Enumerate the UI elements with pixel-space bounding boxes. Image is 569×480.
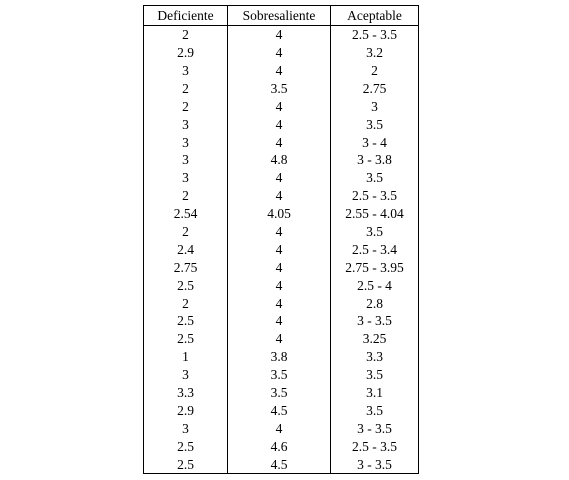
cell-sobresaliente: 4.5 <box>228 402 331 420</box>
column-header-deficiente: Deficiente <box>144 6 228 26</box>
table-row <box>144 205 419 223</box>
table-row <box>144 44 419 62</box>
table-row <box>144 366 419 384</box>
cell-deficiente: 1 <box>144 348 228 366</box>
cell-deficiente: 2.5 <box>144 276 228 294</box>
cell-sobresaliente: 3.5 <box>228 366 331 384</box>
cell-aceptable: 3 - 3.5 <box>331 420 419 438</box>
cell-aceptable: 3 <box>331 98 419 116</box>
cell-deficiente: 3 <box>144 366 228 384</box>
cell-sobresaliente: 4 <box>228 223 331 241</box>
cell-aceptable: 3.5 <box>331 115 419 133</box>
cell-sobresaliente: 4 <box>228 241 331 259</box>
cell-aceptable: 3.25 <box>331 330 419 348</box>
table-row <box>144 312 419 330</box>
table-row <box>144 115 419 133</box>
cell-aceptable: 3.5 <box>331 402 419 420</box>
table-row <box>144 348 419 366</box>
cell-sobresaliente: 4 <box>228 44 331 62</box>
cell-deficiente: 3.3 <box>144 384 228 402</box>
cell-sobresaliente: 4.5 <box>228 455 331 473</box>
cell-sobresaliente: 4 <box>228 98 331 116</box>
cell-aceptable: 2.75 <box>331 80 419 98</box>
cell-sobresaliente: 4 <box>228 187 331 205</box>
cell-deficiente: 3 <box>144 151 228 169</box>
cell-sobresaliente: 4 <box>228 312 331 330</box>
cell-sobresaliente: 4 <box>228 276 331 294</box>
cell-aceptable: 3 - 3.5 <box>331 455 419 473</box>
cell-sobresaliente: 4.8 <box>228 151 331 169</box>
cell-deficiente: 3 <box>144 420 228 438</box>
table-row <box>144 259 419 277</box>
cell-deficiente: 2 <box>144 26 228 44</box>
table-row <box>144 437 419 455</box>
table-row <box>144 294 419 312</box>
cell-aceptable: 2 <box>331 62 419 80</box>
cell-aceptable: 3.5 <box>331 169 419 187</box>
ratings-table <box>143 5 419 474</box>
cell-sobresaliente: 4.6 <box>228 437 331 455</box>
cell-deficiente: 3 <box>144 133 228 151</box>
table-row <box>144 169 419 187</box>
cell-deficiente: 2 <box>144 294 228 312</box>
cell-sobresaliente: 4 <box>228 330 331 348</box>
cell-aceptable: 2.8 <box>331 294 419 312</box>
cell-aceptable: 2.5 - 3.4 <box>331 241 419 259</box>
cell-deficiente: 2.5 <box>144 330 228 348</box>
cell-sobresaliente: 4 <box>228 294 331 312</box>
cell-sobresaliente: 4 <box>228 169 331 187</box>
cell-sobresaliente: 3.5 <box>228 80 331 98</box>
table-row <box>144 98 419 116</box>
cell-deficiente: 2.75 <box>144 259 228 277</box>
column-header-sobresaliente: Sobresaliente <box>228 6 331 26</box>
table-row <box>144 455 419 473</box>
cell-sobresaliente: 4 <box>228 62 331 80</box>
cell-aceptable: 2.75 - 3.95 <box>331 259 419 277</box>
table-row <box>144 241 419 259</box>
cell-aceptable: 2.5 - 3.5 <box>331 187 419 205</box>
cell-deficiente: 2.5 <box>144 455 228 473</box>
table-row <box>144 420 419 438</box>
cell-aceptable: 3 - 3.5 <box>331 312 419 330</box>
cell-deficiente: 2.9 <box>144 402 228 420</box>
cell-aceptable: 3.2 <box>331 44 419 62</box>
cell-aceptable: 3 - 4 <box>331 133 419 151</box>
cell-deficiente: 2.4 <box>144 241 228 259</box>
data-table-container <box>143 5 419 474</box>
table-row <box>144 330 419 348</box>
table-row <box>144 80 419 98</box>
cell-deficiente: 2 <box>144 187 228 205</box>
cell-sobresaliente: 4 <box>228 133 331 151</box>
cell-sobresaliente: 3.8 <box>228 348 331 366</box>
table-header <box>144 6 419 26</box>
cell-deficiente: 3 <box>144 115 228 133</box>
cell-sobresaliente: 4 <box>228 259 331 277</box>
cell-deficiente: 3 <box>144 169 228 187</box>
cell-deficiente: 2.54 <box>144 205 228 223</box>
cell-aceptable: 3.5 <box>331 223 419 241</box>
cell-aceptable: 2.5 - 3.5 <box>331 26 419 44</box>
cell-deficiente: 2.9 <box>144 44 228 62</box>
cell-sobresaliente: 4 <box>228 26 331 44</box>
cell-sobresaliente: 4 <box>228 420 331 438</box>
table-row <box>144 151 419 169</box>
cell-sobresaliente: 4.05 <box>228 205 331 223</box>
cell-aceptable: 3.3 <box>331 348 419 366</box>
cell-deficiente: 2.5 <box>144 312 228 330</box>
header-row <box>144 6 419 26</box>
table-body <box>144 26 419 474</box>
cell-aceptable: 3 - 3.8 <box>331 151 419 169</box>
cell-aceptable: 3.5 <box>331 366 419 384</box>
cell-aceptable: 2.55 - 4.04 <box>331 205 419 223</box>
table-row <box>144 276 419 294</box>
cell-aceptable: 2.5 - 3.5 <box>331 437 419 455</box>
cell-deficiente: 2 <box>144 98 228 116</box>
cell-aceptable: 2.5 - 4 <box>331 276 419 294</box>
cell-sobresaliente: 3.5 <box>228 384 331 402</box>
column-header-aceptable: Aceptable <box>331 6 419 26</box>
cell-deficiente: 2 <box>144 223 228 241</box>
table-row <box>144 187 419 205</box>
table-row <box>144 223 419 241</box>
table-row <box>144 402 419 420</box>
table-row <box>144 62 419 80</box>
cell-deficiente: 2 <box>144 80 228 98</box>
cell-sobresaliente: 4 <box>228 115 331 133</box>
cell-deficiente: 3 <box>144 62 228 80</box>
table-row <box>144 26 419 44</box>
table-row <box>144 133 419 151</box>
table-row <box>144 384 419 402</box>
cell-deficiente: 2.5 <box>144 437 228 455</box>
cell-aceptable: 3.1 <box>331 384 419 402</box>
